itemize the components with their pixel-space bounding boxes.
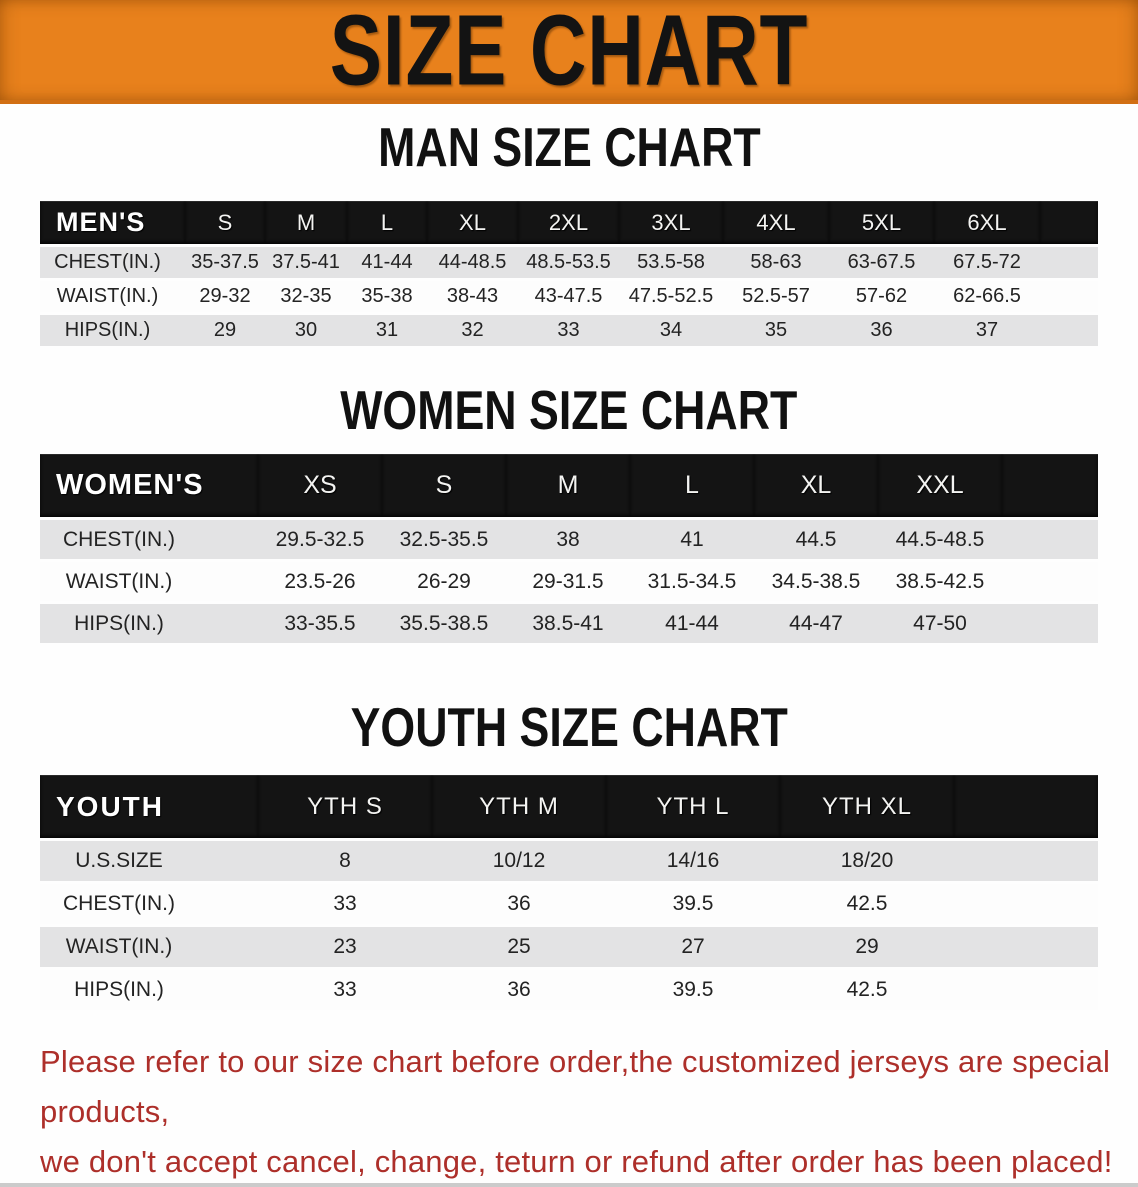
spacer-cell [1002, 604, 1098, 643]
spacer-cell [1040, 315, 1098, 346]
men-size-table [40, 198, 1098, 349]
row-label: CHEST(IN.) [40, 884, 258, 924]
section-title-women [0, 380, 1138, 442]
size-value-cell: 31.5-34.5 [630, 562, 754, 601]
size-column-header: 3XL [619, 201, 723, 244]
size-value-cell: 35-38 [347, 281, 427, 312]
size-value-cell: 44.5-48.5 [878, 520, 1002, 559]
size-value-cell: 34.5-38.5 [754, 562, 878, 601]
women-size-chart-section [0, 380, 1138, 646]
size-value-cell: 29-31.5 [506, 562, 630, 601]
size-value-cell: 38 [506, 520, 630, 559]
size-value-cell: 31 [347, 315, 427, 346]
size-value-cell: 29-32 [185, 281, 265, 312]
table-row [40, 884, 1098, 924]
size-value-cell: 29.5-32.5 [258, 520, 382, 559]
size-value-cell: 43-47.5 [518, 281, 619, 312]
size-value-cell: 33 [518, 315, 619, 346]
banner-title: SIZE CHART [329, 0, 809, 107]
spacer-cell [954, 970, 1098, 1010]
spacer-cell [954, 775, 1098, 838]
row-label: CHEST(IN.) [40, 520, 258, 559]
table-row [40, 604, 1098, 643]
size-value-cell: 36 [432, 884, 606, 924]
size-value-cell: 32 [427, 315, 518, 346]
men-header-label: MEN'S [40, 201, 185, 244]
row-label: HIPS(IN.) [40, 315, 185, 346]
size-value-cell: 18/20 [780, 841, 954, 881]
size-value-cell: 41 [630, 520, 754, 559]
size-value-cell: 8 [258, 841, 432, 881]
size-value-cell: 35-37.5 [185, 247, 265, 278]
size-value-cell: 39.5 [606, 970, 780, 1010]
size-value-cell: 38.5-42.5 [878, 562, 1002, 601]
section-title-men [0, 117, 1138, 179]
men-header-row [40, 201, 1098, 244]
size-value-cell: 42.5 [780, 884, 954, 924]
table-row [40, 970, 1098, 1010]
size-column-header: YTH S [258, 775, 432, 838]
size-value-cell: 35.5-38.5 [382, 604, 506, 643]
spacer-cell [1040, 201, 1098, 244]
size-value-cell: 33 [258, 884, 432, 924]
size-column-header: S [382, 454, 506, 517]
table-row [40, 562, 1098, 601]
size-value-cell: 35 [723, 315, 829, 346]
size-value-cell: 52.5-57 [723, 281, 829, 312]
spacer-cell [1002, 454, 1098, 517]
size-value-cell: 63-67.5 [829, 247, 934, 278]
size-column-header: XS [258, 454, 382, 517]
youth-size-table [40, 772, 1098, 1013]
section-title-text: YOUTH SIZE CHART [350, 697, 788, 759]
size-value-cell: 38-43 [427, 281, 518, 312]
section-title-text: MAN SIZE CHART [377, 117, 761, 179]
size-value-cell: 62-66.5 [934, 281, 1040, 312]
size-value-cell: 57-62 [829, 281, 934, 312]
size-column-header: XL [754, 454, 878, 517]
size-value-cell: 44.5 [754, 520, 878, 559]
spacer-cell [954, 841, 1098, 881]
size-value-cell: 41-44 [347, 247, 427, 278]
size-value-cell: 32.5-35.5 [382, 520, 506, 559]
size-value-cell: 27 [606, 927, 780, 967]
table-row [40, 927, 1098, 967]
table-row [40, 281, 1098, 312]
size-value-cell: 53.5-58 [619, 247, 723, 278]
youth-header-row [40, 775, 1098, 838]
women-size-table [40, 451, 1098, 646]
size-value-cell: 48.5-53.5 [518, 247, 619, 278]
row-label: U.S.SIZE [40, 841, 258, 881]
size-value-cell: 37.5-41 [265, 247, 347, 278]
size-value-cell: 25 [432, 927, 606, 967]
size-value-cell: 34 [619, 315, 723, 346]
row-label: WAIST(IN.) [40, 281, 185, 312]
spacer-cell [1002, 562, 1098, 601]
size-value-cell: 26-29 [382, 562, 506, 601]
section-title-text: WOMEN SIZE CHART [340, 380, 798, 442]
section-title-youth [0, 697, 1138, 759]
size-value-cell: 44-47 [754, 604, 878, 643]
size-value-cell: 30 [265, 315, 347, 346]
size-value-cell: 23 [258, 927, 432, 967]
size-value-cell: 44-48.5 [427, 247, 518, 278]
size-value-cell: 37 [934, 315, 1040, 346]
size-value-cell: 36 [829, 315, 934, 346]
spacer-cell [1002, 520, 1098, 559]
size-value-cell: 41-44 [630, 604, 754, 643]
size-chart-banner [0, 0, 1138, 107]
size-value-cell: 33-35.5 [258, 604, 382, 643]
size-column-header: 2XL [518, 201, 619, 244]
women-header-label: WOMEN'S [40, 454, 258, 517]
size-column-header: S [185, 201, 265, 244]
size-value-cell: 29 [185, 315, 265, 346]
spacer-cell [954, 927, 1098, 967]
youth-header-label: YOUTH [40, 775, 258, 838]
table-row [40, 315, 1098, 346]
spacer-cell [1040, 281, 1098, 312]
size-column-header: YTH M [432, 775, 606, 838]
spacer-cell [954, 884, 1098, 924]
size-column-header: M [506, 454, 630, 517]
size-value-cell: 23.5-26 [258, 562, 382, 601]
youth-size-chart-section [0, 697, 1138, 1013]
size-value-cell: 10/12 [432, 841, 606, 881]
size-value-cell: 36 [432, 970, 606, 1010]
bottom-edge-strip [0, 1183, 1138, 1187]
table-row [40, 841, 1098, 881]
size-value-cell: 14/16 [606, 841, 780, 881]
row-label: HIPS(IN.) [40, 970, 258, 1010]
table-row [40, 247, 1098, 278]
size-column-header: L [347, 201, 427, 244]
size-value-cell: 38.5-41 [506, 604, 630, 643]
size-value-cell: 58-63 [723, 247, 829, 278]
spacer-cell [1040, 247, 1098, 278]
size-value-cell: 39.5 [606, 884, 780, 924]
size-value-cell: 33 [258, 970, 432, 1010]
table-row [40, 520, 1098, 559]
disclaimer-line: we don't accept cancel, change, teturn or refund after order has been placed! [40, 1144, 1113, 1179]
size-column-header: YTH XL [780, 775, 954, 838]
disclaimer-text [40, 1037, 1138, 1187]
row-label: WAIST(IN.) [40, 562, 258, 601]
size-column-header: 4XL [723, 201, 829, 244]
size-value-cell: 47-50 [878, 604, 1002, 643]
size-column-header: 5XL [829, 201, 934, 244]
women-header-row [40, 454, 1098, 517]
men-size-chart-section [0, 117, 1138, 349]
row-label: WAIST(IN.) [40, 927, 258, 967]
size-column-header: L [630, 454, 754, 517]
size-value-cell: 32-35 [265, 281, 347, 312]
size-value-cell: 67.5-72 [934, 247, 1040, 278]
disclaimer-line: Please refer to our size chart before order,the customized jerseys are special products, [40, 1044, 1111, 1129]
size-column-header: M [265, 201, 347, 244]
row-label: CHEST(IN.) [40, 247, 185, 278]
size-column-header: 6XL [934, 201, 1040, 244]
row-label: HIPS(IN.) [40, 604, 258, 643]
size-value-cell: 29 [780, 927, 954, 967]
size-column-header: XXL [878, 454, 1002, 517]
size-value-cell: 42.5 [780, 970, 954, 1010]
size-value-cell: 47.5-52.5 [619, 281, 723, 312]
size-column-header: YTH L [606, 775, 780, 838]
size-column-header: XL [427, 201, 518, 244]
